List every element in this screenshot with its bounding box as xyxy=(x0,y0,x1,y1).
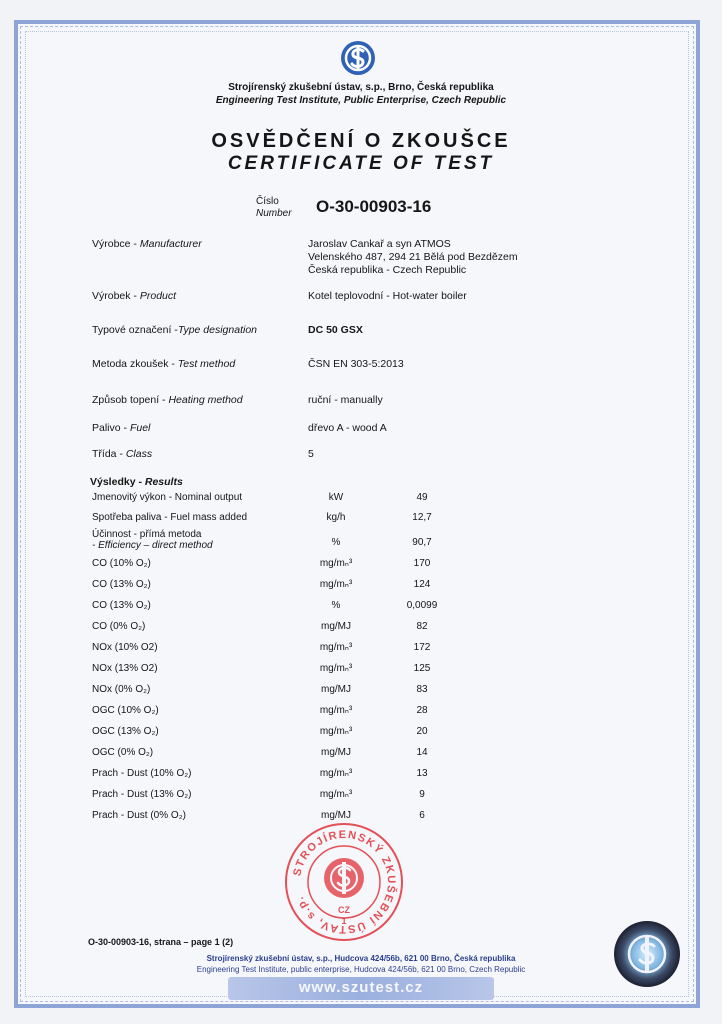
result-row-label xyxy=(92,705,159,716)
field-value-product: Kotel teplovodní - Hot-water boiler xyxy=(308,290,467,302)
result-row-label xyxy=(92,512,247,523)
result-unit: % xyxy=(331,600,341,611)
field-label-en: Fuel xyxy=(129,422,151,434)
field-label-class xyxy=(92,448,152,460)
result-label-text: Spotřeba paliva - Fuel mass added xyxy=(92,512,248,523)
institute-name-cz: Strojírenský zkušební ústav, s.p., Brno, Česká republika xyxy=(228,82,494,93)
field-label-heating-method xyxy=(92,394,243,406)
stamp-country: CZ xyxy=(338,905,350,915)
result-label-text: OGC (13% O₂) xyxy=(92,726,159,737)
stamp-number: 1 xyxy=(341,916,347,926)
results-heading xyxy=(90,476,183,488)
hologram-seal-icon xyxy=(612,919,682,989)
document-title-cz: OSVĚDČENÍ O ZKOUŠCE xyxy=(211,130,511,152)
number-label-en: Number xyxy=(256,208,292,219)
result-label-text: NOx (0% O₂) xyxy=(92,684,151,695)
result-label-text: Prach - Dust (0% O₂) xyxy=(92,810,186,821)
result-unit: mg/MJ xyxy=(321,747,351,758)
field-label-cz: Typové označení - xyxy=(92,324,178,336)
result-label-text: NOx (13% O2) xyxy=(92,663,158,674)
result-value: 170 xyxy=(413,558,431,569)
result-value: 124 xyxy=(413,579,431,590)
result-row-label xyxy=(92,810,186,821)
result-value: 14 xyxy=(416,747,428,758)
result-unit: mg/MJ xyxy=(321,621,351,632)
field-label-cz: Třída - xyxy=(92,448,126,460)
result-label-text: CO (13% O₂) xyxy=(92,579,151,590)
result-label-text: NOx (10% O2) xyxy=(92,642,158,653)
result-unit: mg/mₙ³ xyxy=(319,663,353,674)
result-unit: mg/mₙ³ xyxy=(319,642,353,653)
result-unit: mg/mₙ³ xyxy=(319,789,353,800)
field-value-class: 5 xyxy=(308,448,314,460)
field-label-cz: Palivo - xyxy=(92,422,130,434)
result-label-text: OGC (0% O₂) xyxy=(92,747,154,758)
result-label-text: Jmenovitý výkon - Nominal output xyxy=(92,492,243,503)
result-value: 0,0099 xyxy=(406,600,438,611)
result-label-text: OGC (10% O₂) xyxy=(92,705,159,716)
result-row-label xyxy=(92,789,191,800)
field-label-en: Test method xyxy=(177,358,236,370)
manufacturer-address: Velenského 487, 294 21 Bělá pod Bezdězem xyxy=(308,251,518,263)
field-label-en: Heating method xyxy=(168,394,243,406)
result-unit: mg/MJ xyxy=(321,684,351,695)
institute-name-en: Engineering Test Institute, Public Enterprise, Czech Republic xyxy=(215,95,507,106)
result-row-label xyxy=(92,558,151,569)
result-unit: mg/mₙ³ xyxy=(319,726,353,737)
result-label-text: Prach - Dust (13% O₂) xyxy=(92,789,192,800)
result-unit: mg/mₙ³ xyxy=(319,768,353,779)
result-row-label xyxy=(92,684,150,695)
result-label-text-en: - Efficiency – direct method xyxy=(92,540,213,551)
field-value-fuel: dřevo A - wood A xyxy=(308,422,387,434)
result-row-label xyxy=(92,621,145,632)
document-title-en: CERTIFICATE OF TEST xyxy=(227,153,495,174)
result-value: 13 xyxy=(416,768,428,779)
footer-address-en: Engineering Test Institute, public enterprise, Hudcova 424/56b, 621 00 Brno, Czech Republic xyxy=(196,965,526,974)
field-value-test-method: ČSN EN 303-5:2013 xyxy=(308,358,404,370)
field-label-en: Product xyxy=(139,290,177,302)
certificate-number: O-30-00903-16 xyxy=(316,197,432,216)
result-label-text: CO (0% O₂) xyxy=(92,621,146,632)
field-label-cz: Výrobek - xyxy=(92,290,140,302)
result-unit: mg/mₙ³ xyxy=(319,705,353,716)
result-unit: mg/mₙ³ xyxy=(319,579,353,590)
result-value: 6 xyxy=(419,810,425,821)
field-label-en: Type designation xyxy=(177,324,258,336)
result-value: 90,7 xyxy=(412,537,432,548)
result-value: 9 xyxy=(419,789,425,800)
results-heading-en: Results xyxy=(144,476,183,488)
result-value: 125 xyxy=(413,663,431,674)
result-value: 172 xyxy=(413,642,431,653)
field-label-fuel xyxy=(92,422,150,434)
result-row-label xyxy=(92,600,151,611)
field-label-cz: Výrobce - xyxy=(92,238,140,250)
result-row-label xyxy=(92,663,158,674)
field-label-type xyxy=(92,324,257,336)
results-heading-cz: Výsledky - xyxy=(90,476,145,488)
result-row-label xyxy=(92,492,242,503)
szu-logo-icon xyxy=(340,40,376,76)
field-label-test-method xyxy=(92,358,235,370)
result-value: 12,7 xyxy=(412,512,432,523)
result-value: 28 xyxy=(416,705,428,716)
result-label-text: CO (10% O₂) xyxy=(92,558,151,569)
official-stamp xyxy=(282,820,406,944)
result-row-label xyxy=(92,768,191,779)
result-row-label xyxy=(92,529,213,551)
result-value: 82 xyxy=(416,621,428,632)
field-label-en: Manufacturer xyxy=(139,238,202,250)
footer-address-cz: Strojírenský zkušební ústav, s.p., Hudcova 424/56b, 621 00 Brno, Česká republika xyxy=(206,954,516,963)
website-link[interactable]: www.szutest.cz xyxy=(298,979,424,996)
result-value: 83 xyxy=(416,684,428,695)
field-label-en: Class xyxy=(125,448,153,460)
result-label-text: Prach - Dust (10% O₂) xyxy=(92,768,192,779)
result-row-label xyxy=(92,726,159,737)
manufacturer-country: Česká republika - Czech Republic xyxy=(308,264,467,276)
result-row-label xyxy=(92,747,153,758)
result-value: 20 xyxy=(416,726,428,737)
result-label-text: CO (13% O₂) xyxy=(92,600,151,611)
field-label-cz: Způsob topení - xyxy=(92,394,169,406)
manufacturer-name: Jaroslav Cankař a syn ATMOS xyxy=(308,238,451,250)
result-unit: kW xyxy=(328,492,344,503)
result-unit: kg/h xyxy=(326,512,346,523)
field-value-manufacturer xyxy=(308,238,518,277)
page-reference: O-30-00903-16, strana – page 1 (2) xyxy=(88,937,234,947)
certificate-page xyxy=(14,20,700,1008)
field-value-type: DC 50 GSX xyxy=(308,324,363,336)
result-label-text: Účinnost - přímá metoda xyxy=(92,529,202,540)
number-label-cz: Číslo xyxy=(256,196,279,207)
stamp-ring-text: STROJÍRENSKÝ ZKUŠEBNÍ ÚSTAV, s.p. xyxy=(291,828,398,936)
field-value-heating-method: ruční - manually xyxy=(308,394,383,406)
result-value: 49 xyxy=(416,492,428,503)
field-label-cz: Metoda zkoušek - xyxy=(92,358,178,370)
result-unit: mg/MJ xyxy=(321,810,351,821)
field-label-product xyxy=(92,290,176,302)
result-row-label xyxy=(92,642,158,653)
result-unit: % xyxy=(331,537,341,548)
field-label-manufacturer xyxy=(92,238,202,250)
result-unit: mg/mₙ³ xyxy=(319,558,353,569)
result-row-label xyxy=(92,579,151,590)
